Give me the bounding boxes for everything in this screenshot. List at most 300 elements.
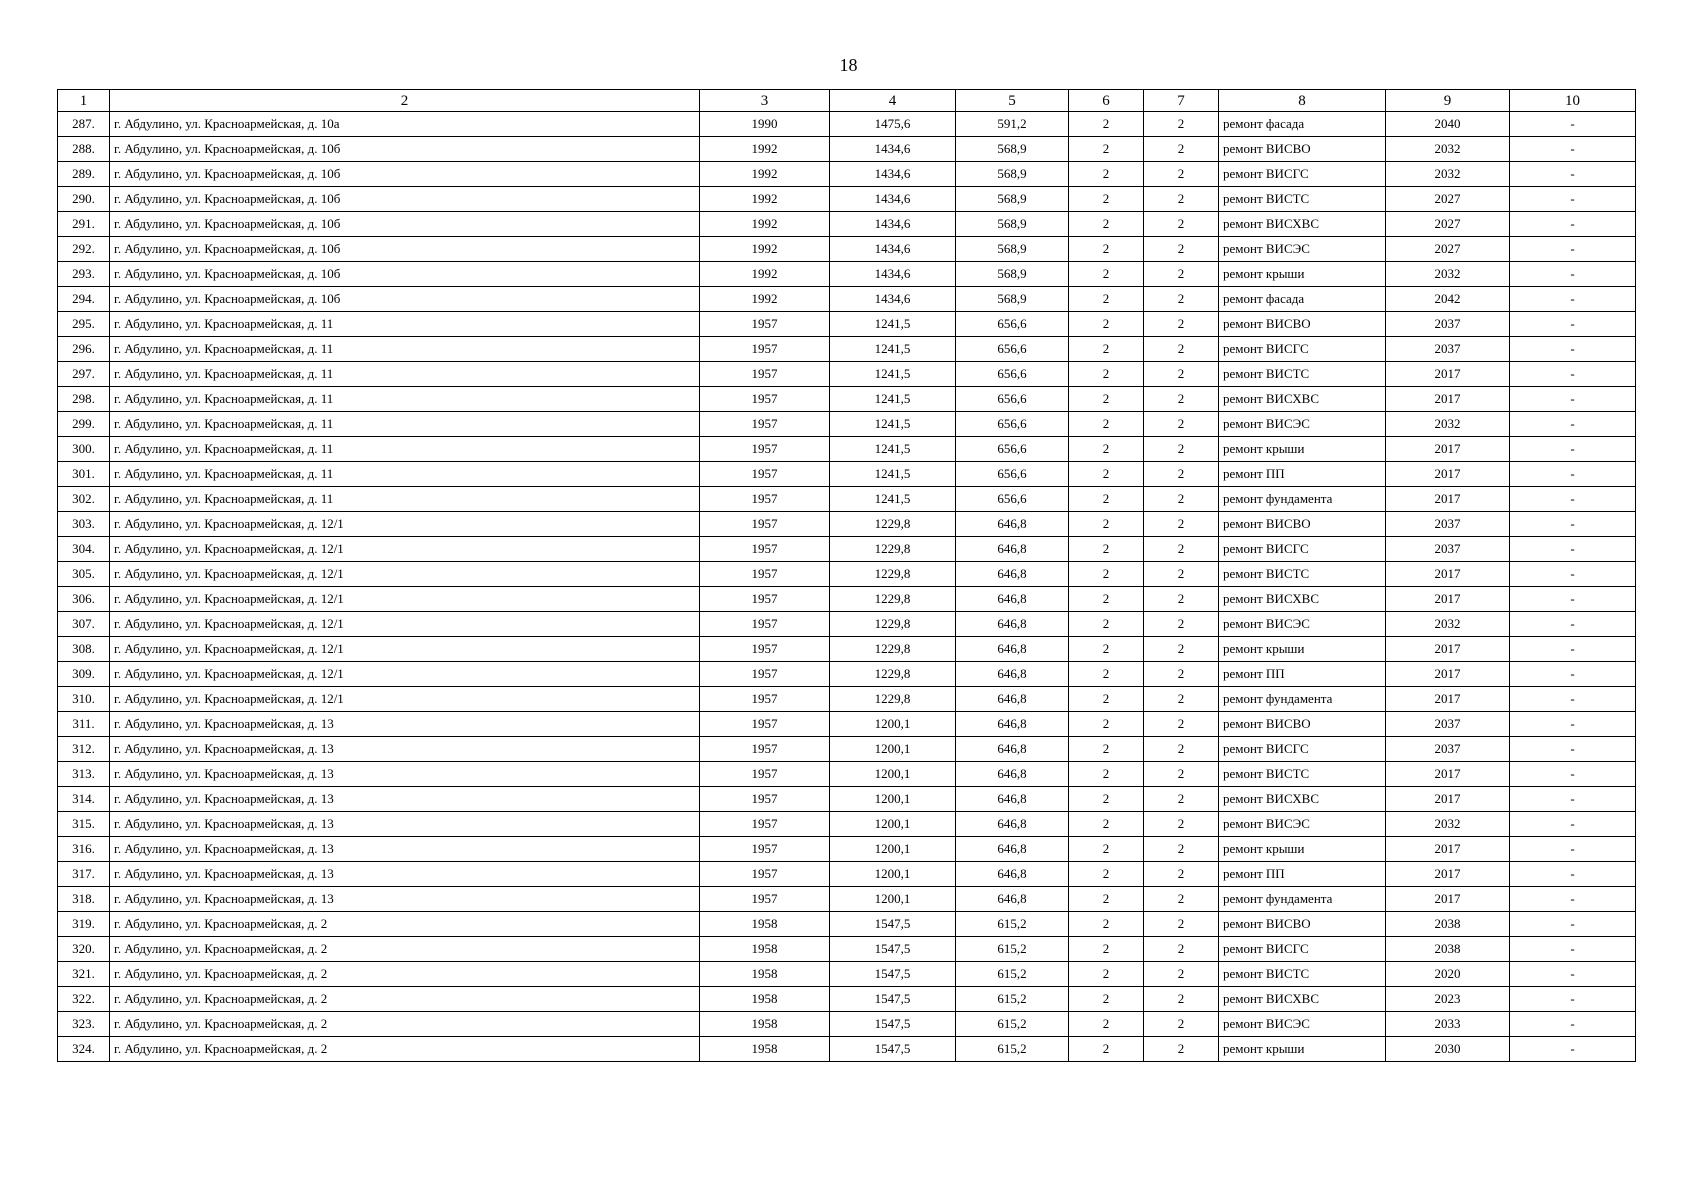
cell-total-area: 1547,5 [830, 962, 956, 987]
cell-year-built: 1957 [700, 362, 830, 387]
cell-note: - [1510, 737, 1636, 762]
cell-total-area: 1241,5 [830, 487, 956, 512]
table-row [58, 137, 1636, 162]
cell-year-built: 1957 [700, 887, 830, 912]
cell-work-type: ремонт ВИСВО [1219, 712, 1386, 737]
cell-living-area: 646,8 [956, 512, 1069, 537]
cell-floors: 2 [1069, 612, 1144, 637]
cell-total-area: 1434,6 [830, 237, 956, 262]
cell-floors: 2 [1069, 537, 1144, 562]
cell-total-area: 1200,1 [830, 837, 956, 862]
cell-address: г. Абдулино, ул. Красноармейская, д. 11 [110, 337, 700, 362]
cell-total-area: 1200,1 [830, 737, 956, 762]
cell-planned-year: 2017 [1386, 437, 1510, 462]
cell-address: г. Абдулино, ул. Красноармейская, д. 11 [110, 487, 700, 512]
cell-work-type: ремонт ВИСТС [1219, 562, 1386, 587]
cell-entrances: 2 [1144, 712, 1219, 737]
cell-floors: 2 [1069, 812, 1144, 837]
cell-total-area: 1434,6 [830, 137, 956, 162]
cell-planned-year: 2017 [1386, 387, 1510, 412]
cell-note: - [1510, 162, 1636, 187]
cell-work-type: ремонт ВИСЭС [1219, 612, 1386, 637]
cell-row-number: 308. [58, 637, 110, 662]
table-row [58, 637, 1636, 662]
cell-address: г. Абдулино, ул. Красноармейская, д. 13 [110, 862, 700, 887]
cell-row-number: 322. [58, 987, 110, 1012]
cell-floors: 2 [1069, 862, 1144, 887]
table-row [58, 562, 1636, 587]
cell-work-type: ремонт крыши [1219, 637, 1386, 662]
cell-floors: 2 [1069, 762, 1144, 787]
header-row [58, 90, 1636, 112]
cell-planned-year: 2017 [1386, 837, 1510, 862]
cell-floors: 2 [1069, 287, 1144, 312]
cell-note: - [1510, 212, 1636, 237]
cell-note: - [1510, 837, 1636, 862]
header-cell-4: 4 [830, 90, 956, 112]
table-row [58, 762, 1636, 787]
cell-living-area: 568,9 [956, 137, 1069, 162]
cell-total-area: 1200,1 [830, 712, 956, 737]
cell-entrances: 2 [1144, 237, 1219, 262]
cell-floors: 2 [1069, 362, 1144, 387]
cell-note: - [1510, 612, 1636, 637]
cell-row-number: 294. [58, 287, 110, 312]
cell-entrances: 2 [1144, 812, 1219, 837]
table-row [58, 262, 1636, 287]
cell-living-area: 591,2 [956, 112, 1069, 137]
cell-total-area: 1229,8 [830, 537, 956, 562]
cell-entrances: 2 [1144, 487, 1219, 512]
cell-total-area: 1200,1 [830, 787, 956, 812]
cell-living-area: 615,2 [956, 962, 1069, 987]
cell-living-area: 615,2 [956, 912, 1069, 937]
cell-work-type: ремонт ВИСГС [1219, 162, 1386, 187]
cell-floors: 2 [1069, 962, 1144, 987]
cell-address: г. Абдулино, ул. Красноармейская, д. 12/1 [110, 612, 700, 637]
cell-address: г. Абдулино, ул. Красноармейская, д. 2 [110, 937, 700, 962]
cell-total-area: 1241,5 [830, 387, 956, 412]
cell-entrances: 2 [1144, 987, 1219, 1012]
cell-floors: 2 [1069, 737, 1144, 762]
cell-year-built: 1992 [700, 287, 830, 312]
table-row [58, 937, 1636, 962]
cell-total-area: 1434,6 [830, 262, 956, 287]
cell-year-built: 1957 [700, 837, 830, 862]
table-row [58, 987, 1636, 1012]
table-row [58, 112, 1636, 137]
cell-floors: 2 [1069, 587, 1144, 612]
cell-year-built: 1992 [700, 187, 830, 212]
cell-address: г. Абдулино, ул. Красноармейская, д. 12/1 [110, 512, 700, 537]
cell-entrances: 2 [1144, 287, 1219, 312]
cell-total-area: 1200,1 [830, 862, 956, 887]
cell-total-area: 1434,6 [830, 187, 956, 212]
cell-note: - [1510, 1012, 1636, 1037]
cell-row-number: 289. [58, 162, 110, 187]
cell-planned-year: 2017 [1386, 462, 1510, 487]
cell-note: - [1510, 412, 1636, 437]
table-row [58, 812, 1636, 837]
cell-planned-year: 2017 [1386, 787, 1510, 812]
cell-row-number: 318. [58, 887, 110, 912]
cell-address: г. Абдулино, ул. Красноармейская, д. 2 [110, 1037, 700, 1062]
cell-planned-year: 2038 [1386, 912, 1510, 937]
cell-year-built: 1957 [700, 637, 830, 662]
cell-address: г. Абдулино, ул. Красноармейская, д. 13 [110, 887, 700, 912]
cell-floors: 2 [1069, 337, 1144, 362]
cell-address: г. Абдулино, ул. Красноармейская, д. 12/1 [110, 662, 700, 687]
cell-year-built: 1992 [700, 237, 830, 262]
cell-entrances: 2 [1144, 687, 1219, 712]
cell-planned-year: 2038 [1386, 937, 1510, 962]
cell-planned-year: 2027 [1386, 212, 1510, 237]
cell-living-area: 646,8 [956, 637, 1069, 662]
cell-row-number: 324. [58, 1037, 110, 1062]
cell-work-type: ремонт крыши [1219, 1037, 1386, 1062]
cell-year-built: 1958 [700, 1037, 830, 1062]
cell-row-number: 307. [58, 612, 110, 637]
table-row [58, 837, 1636, 862]
header-cell-3: 3 [700, 90, 830, 112]
cell-work-type: ремонт фасада [1219, 112, 1386, 137]
table-row [58, 212, 1636, 237]
cell-year-built: 1957 [700, 562, 830, 587]
cell-row-number: 299. [58, 412, 110, 437]
cell-floors: 2 [1069, 437, 1144, 462]
cell-row-number: 303. [58, 512, 110, 537]
cell-entrances: 2 [1144, 412, 1219, 437]
repair-schedule-table [57, 89, 1636, 1062]
cell-note: - [1510, 462, 1636, 487]
cell-total-area: 1229,8 [830, 662, 956, 687]
cell-total-area: 1200,1 [830, 762, 956, 787]
cell-note: - [1510, 512, 1636, 537]
cell-work-type: ремонт ВИСХВС [1219, 587, 1386, 612]
cell-row-number: 315. [58, 812, 110, 837]
cell-floors: 2 [1069, 187, 1144, 212]
cell-address: г. Абдулино, ул. Красноармейская, д. 10б [110, 212, 700, 237]
cell-year-built: 1957 [700, 662, 830, 687]
cell-work-type: ремонт ПП [1219, 462, 1386, 487]
table-row [58, 462, 1636, 487]
cell-address: г. Абдулино, ул. Красноармейская, д. 12/1 [110, 537, 700, 562]
cell-row-number: 302. [58, 487, 110, 512]
table-row [58, 312, 1636, 337]
cell-living-area: 646,8 [956, 687, 1069, 712]
cell-note: - [1510, 537, 1636, 562]
table-row [58, 787, 1636, 812]
cell-work-type: ремонт ВИСГС [1219, 537, 1386, 562]
cell-address: г. Абдулино, ул. Красноармейская, д. 10б [110, 237, 700, 262]
cell-year-built: 1958 [700, 912, 830, 937]
cell-year-built: 1958 [700, 962, 830, 987]
table-row [58, 437, 1636, 462]
cell-year-built: 1957 [700, 737, 830, 762]
cell-total-area: 1229,8 [830, 612, 956, 637]
table-row [58, 337, 1636, 362]
cell-living-area: 568,9 [956, 187, 1069, 212]
cell-year-built: 1990 [700, 112, 830, 137]
cell-note: - [1510, 712, 1636, 737]
cell-note: - [1510, 762, 1636, 787]
cell-entrances: 2 [1144, 762, 1219, 787]
cell-living-area: 646,8 [956, 562, 1069, 587]
cell-total-area: 1229,8 [830, 512, 956, 537]
cell-living-area: 568,9 [956, 237, 1069, 262]
cell-address: г. Абдулино, ул. Красноармейская, д. 11 [110, 437, 700, 462]
cell-entrances: 2 [1144, 937, 1219, 962]
cell-entrances: 2 [1144, 362, 1219, 387]
cell-floors: 2 [1069, 662, 1144, 687]
cell-note: - [1510, 937, 1636, 962]
cell-note: - [1510, 487, 1636, 512]
cell-work-type: ремонт ВИСЭС [1219, 812, 1386, 837]
cell-total-area: 1241,5 [830, 362, 956, 387]
cell-note: - [1510, 787, 1636, 812]
cell-year-built: 1958 [700, 1012, 830, 1037]
cell-row-number: 305. [58, 562, 110, 587]
cell-address: г. Абдулино, ул. Красноармейская, д. 13 [110, 712, 700, 737]
cell-row-number: 291. [58, 212, 110, 237]
cell-living-area: 646,8 [956, 712, 1069, 737]
header-cell-6: 6 [1069, 90, 1144, 112]
cell-work-type: ремонт ПП [1219, 662, 1386, 687]
cell-address: г. Абдулино, ул. Красноармейская, д. 10б [110, 162, 700, 187]
cell-floors: 2 [1069, 237, 1144, 262]
cell-note: - [1510, 312, 1636, 337]
cell-work-type: ремонт ВИСТС [1219, 362, 1386, 387]
table-row [58, 237, 1636, 262]
cell-address: г. Абдулино, ул. Красноармейская, д. 13 [110, 837, 700, 862]
cell-address: г. Абдулино, ул. Красноармейская, д. 10б [110, 287, 700, 312]
cell-row-number: 300. [58, 437, 110, 462]
cell-floors: 2 [1069, 512, 1144, 537]
cell-planned-year: 2037 [1386, 737, 1510, 762]
cell-floors: 2 [1069, 312, 1144, 337]
cell-work-type: ремонт ВИСЭС [1219, 237, 1386, 262]
cell-year-built: 1957 [700, 862, 830, 887]
cell-entrances: 2 [1144, 212, 1219, 237]
cell-work-type: ремонт ВИСВО [1219, 312, 1386, 337]
cell-floors: 2 [1069, 462, 1144, 487]
cell-planned-year: 2017 [1386, 662, 1510, 687]
cell-work-type: ремонт крыши [1219, 437, 1386, 462]
cell-living-area: 646,8 [956, 737, 1069, 762]
cell-floors: 2 [1069, 137, 1144, 162]
cell-entrances: 2 [1144, 1037, 1219, 1062]
cell-entrances: 2 [1144, 187, 1219, 212]
table-row [58, 1012, 1636, 1037]
cell-note: - [1510, 962, 1636, 987]
cell-work-type: ремонт ВИСТС [1219, 962, 1386, 987]
cell-planned-year: 2017 [1386, 487, 1510, 512]
cell-entrances: 2 [1144, 387, 1219, 412]
cell-work-type: ремонт ВИСТС [1219, 187, 1386, 212]
cell-row-number: 292. [58, 237, 110, 262]
cell-entrances: 2 [1144, 262, 1219, 287]
cell-planned-year: 2017 [1386, 687, 1510, 712]
cell-living-area: 615,2 [956, 1012, 1069, 1037]
cell-row-number: 297. [58, 362, 110, 387]
cell-work-type: ремонт ВИСГС [1219, 337, 1386, 362]
table-row [58, 962, 1636, 987]
cell-address: г. Абдулино, ул. Красноармейская, д. 11 [110, 362, 700, 387]
cell-address: г. Абдулино, ул. Красноармейская, д. 2 [110, 987, 700, 1012]
cell-total-area: 1241,5 [830, 437, 956, 462]
table-row [58, 162, 1636, 187]
cell-living-area: 615,2 [956, 937, 1069, 962]
cell-entrances: 2 [1144, 512, 1219, 537]
table-row [58, 387, 1636, 412]
cell-planned-year: 2017 [1386, 562, 1510, 587]
cell-address: г. Абдулино, ул. Красноармейская, д. 12/1 [110, 562, 700, 587]
cell-living-area: 646,8 [956, 587, 1069, 612]
cell-note: - [1510, 912, 1636, 937]
cell-total-area: 1200,1 [830, 887, 956, 912]
cell-year-built: 1958 [700, 987, 830, 1012]
cell-year-built: 1957 [700, 787, 830, 812]
cell-note: - [1510, 187, 1636, 212]
cell-address: г. Абдулино, ул. Красноармейская, д. 11 [110, 387, 700, 412]
cell-row-number: 290. [58, 187, 110, 212]
cell-living-area: 615,2 [956, 1037, 1069, 1062]
cell-row-number: 319. [58, 912, 110, 937]
cell-planned-year: 2037 [1386, 312, 1510, 337]
cell-row-number: 301. [58, 462, 110, 487]
cell-row-number: 311. [58, 712, 110, 737]
cell-total-area: 1547,5 [830, 987, 956, 1012]
cell-year-built: 1957 [700, 512, 830, 537]
cell-living-area: 568,9 [956, 287, 1069, 312]
cell-living-area: 656,6 [956, 387, 1069, 412]
cell-work-type: ремонт ВИСВО [1219, 512, 1386, 537]
cell-note: - [1510, 587, 1636, 612]
cell-note: - [1510, 887, 1636, 912]
cell-planned-year: 2037 [1386, 537, 1510, 562]
cell-year-built: 1957 [700, 762, 830, 787]
cell-living-area: 646,8 [956, 787, 1069, 812]
table-row [58, 662, 1636, 687]
cell-entrances: 2 [1144, 537, 1219, 562]
cell-floors: 2 [1069, 987, 1144, 1012]
cell-work-type: ремонт ВИСХВС [1219, 212, 1386, 237]
header-cell-5: 5 [956, 90, 1069, 112]
cell-living-area: 646,8 [956, 537, 1069, 562]
cell-planned-year: 2032 [1386, 812, 1510, 837]
cell-living-area: 646,8 [956, 862, 1069, 887]
header-cell-8: 8 [1219, 90, 1386, 112]
cell-note: - [1510, 337, 1636, 362]
cell-total-area: 1434,6 [830, 287, 956, 312]
cell-living-area: 656,6 [956, 312, 1069, 337]
cell-floors: 2 [1069, 887, 1144, 912]
cell-address: г. Абдулино, ул. Красноармейская, д. 10б [110, 262, 700, 287]
cell-entrances: 2 [1144, 587, 1219, 612]
cell-row-number: 323. [58, 1012, 110, 1037]
cell-note: - [1510, 437, 1636, 462]
cell-row-number: 317. [58, 862, 110, 887]
cell-address: г. Абдулино, ул. Красноармейская, д. 2 [110, 1012, 700, 1037]
cell-note: - [1510, 862, 1636, 887]
cell-address: г. Абдулино, ул. Красноармейская, д. 2 [110, 962, 700, 987]
cell-total-area: 1229,8 [830, 587, 956, 612]
cell-note: - [1510, 662, 1636, 687]
table-row [58, 512, 1636, 537]
cell-work-type: ремонт ВИСХВС [1219, 987, 1386, 1012]
cell-floors: 2 [1069, 837, 1144, 862]
cell-row-number: 321. [58, 962, 110, 987]
cell-work-type: ремонт фундамента [1219, 487, 1386, 512]
cell-floors: 2 [1069, 412, 1144, 437]
cell-year-built: 1957 [700, 537, 830, 562]
cell-work-type: ремонт крыши [1219, 837, 1386, 862]
cell-row-number: 312. [58, 737, 110, 762]
cell-work-type: ремонт ВИСВО [1219, 137, 1386, 162]
cell-entrances: 2 [1144, 612, 1219, 637]
cell-planned-year: 2027 [1386, 237, 1510, 262]
cell-row-number: 314. [58, 787, 110, 812]
table-row [58, 912, 1636, 937]
cell-planned-year: 2037 [1386, 512, 1510, 537]
cell-planned-year: 2032 [1386, 137, 1510, 162]
cell-year-built: 1957 [700, 587, 830, 612]
cell-entrances: 2 [1144, 562, 1219, 587]
cell-note: - [1510, 262, 1636, 287]
cell-total-area: 1434,6 [830, 162, 956, 187]
cell-address: г. Абдулино, ул. Красноармейская, д. 10б [110, 187, 700, 212]
cell-living-area: 646,8 [956, 812, 1069, 837]
cell-entrances: 2 [1144, 462, 1219, 487]
cell-work-type: ремонт фундамента [1219, 687, 1386, 712]
cell-note: - [1510, 687, 1636, 712]
table-row [58, 487, 1636, 512]
header-cell-7: 7 [1144, 90, 1219, 112]
cell-year-built: 1957 [700, 812, 830, 837]
cell-entrances: 2 [1144, 787, 1219, 812]
header-cell-10: 10 [1510, 90, 1636, 112]
cell-living-area: 568,9 [956, 162, 1069, 187]
cell-work-type: ремонт ВИСВО [1219, 912, 1386, 937]
cell-living-area: 615,2 [956, 987, 1069, 1012]
cell-work-type: ремонт ВИСГС [1219, 937, 1386, 962]
cell-living-area: 646,8 [956, 762, 1069, 787]
cell-planned-year: 2042 [1386, 287, 1510, 312]
cell-year-built: 1957 [700, 712, 830, 737]
cell-year-built: 1992 [700, 262, 830, 287]
cell-note: - [1510, 112, 1636, 137]
cell-year-built: 1957 [700, 337, 830, 362]
cell-planned-year: 2040 [1386, 112, 1510, 137]
cell-note: - [1510, 637, 1636, 662]
cell-row-number: 293. [58, 262, 110, 287]
cell-floors: 2 [1069, 262, 1144, 287]
cell-total-area: 1547,5 [830, 912, 956, 937]
cell-work-type: ремонт фасада [1219, 287, 1386, 312]
table-row [58, 187, 1636, 212]
cell-year-built: 1957 [700, 462, 830, 487]
cell-address: г. Абдулино, ул. Красноармейская, д. 12/1 [110, 587, 700, 612]
cell-year-built: 1957 [700, 487, 830, 512]
cell-living-area: 656,6 [956, 437, 1069, 462]
cell-year-built: 1957 [700, 612, 830, 637]
cell-row-number: 287. [58, 112, 110, 137]
cell-planned-year: 2017 [1386, 587, 1510, 612]
cell-year-built: 1957 [700, 437, 830, 462]
cell-entrances: 2 [1144, 662, 1219, 687]
cell-entrances: 2 [1144, 137, 1219, 162]
cell-total-area: 1241,5 [830, 337, 956, 362]
